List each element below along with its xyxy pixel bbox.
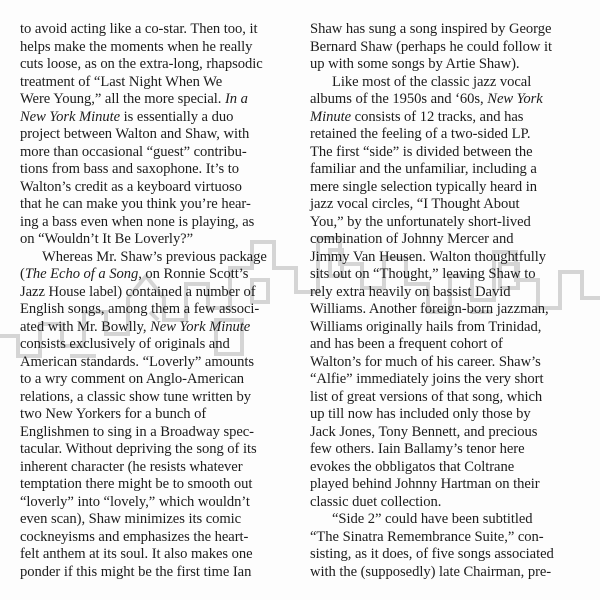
- text-line: cuts loose, as on the extra-long, rhapsodic: [20, 56, 263, 72]
- text-line: Williams originally hails from Trinidad,: [310, 318, 542, 335]
- text-line: Walton’s credit as a keyboard virtuoso: [20, 178, 242, 195]
- text-line: and has been a frequent cohort of: [310, 336, 503, 352]
- text-line: ing a bass even when none is playing, as: [20, 213, 255, 230]
- text-line: (The Echo of a Song, on Ronnie Scott’s: [20, 266, 249, 282]
- text-line: evokes the obbligatos that Coltrane: [310, 458, 515, 475]
- text-line: ated with Mr. Bowlly, New York Minute: [20, 318, 251, 335]
- text-line: even scan), Shaw minimizes its comic: [20, 511, 242, 527]
- text-line: up with some songs by Artie Shaw).: [310, 56, 520, 72]
- text-line: played behind Johnny Hartman on their: [310, 476, 540, 492]
- text-line: relations, a classic show tune written by: [20, 388, 251, 405]
- text-line: tacular. Without depriving the song of its: [20, 441, 257, 457]
- text-line: sits out on “Thought,” leaving Shaw to: [310, 266, 536, 282]
- text-line: treatment of “Last Night When We: [20, 73, 223, 90]
- text-line: Like most of the classic jazz vocal: [332, 73, 532, 90]
- text-line: “Side 2” could have been subtitled: [332, 511, 533, 527]
- text-line: helps make the moments when he really: [20, 38, 253, 55]
- text-line: The first “side” is divided between the: [310, 143, 533, 160]
- text-line: consists exclusively of originals and: [20, 336, 230, 352]
- text-line: “Alfie” immediately joins the very short: [310, 371, 544, 387]
- text-line: with the (supposedly) late Chairman, pre-: [310, 563, 552, 580]
- text-line: to avoid acting like a co-star. Then too, it: [20, 21, 258, 37]
- text-line: “loverly” into “lovely,” which wouldn’t: [20, 493, 250, 510]
- text-line: list of great versions of that song, which: [310, 388, 543, 405]
- text-line: temptation there might be to smooth out: [20, 476, 253, 492]
- text-line: New York Minute is essentially a duo: [20, 108, 234, 125]
- text-line: English songs, among them a few associ-: [20, 301, 260, 317]
- text-line: up till now has included only those by: [310, 406, 531, 422]
- text-line: Jack Jones, Tony Bennett, and precious: [310, 423, 538, 440]
- column-right: [310, 21, 588, 581]
- text-line: to a wry comment on Anglo-American: [20, 371, 245, 387]
- text-line: mere single selection typically heard in: [310, 178, 537, 195]
- text-line: two New Yorkers for a bunch of: [20, 406, 207, 422]
- text-line: “The Sinatra Remembrance Suite,” con-: [310, 528, 544, 545]
- text-line: project between Walton and Shaw, with: [20, 126, 250, 142]
- text-line: Englishmen to sing in a Broadway spec-: [20, 423, 254, 440]
- text-line: Whereas Mr. Shaw’s previous package: [42, 248, 267, 265]
- text-line: combination of Johnny Mercer and: [310, 231, 514, 247]
- text-line: albums of the 1950s and ‘60s, New York: [310, 91, 543, 107]
- text-line: more than occasional “guest” contribu-: [20, 143, 247, 160]
- text-line: few others. Iain Ballamy’s tenor here: [310, 441, 525, 457]
- text-line: ponder if this might be the first time Ian: [20, 563, 252, 580]
- text-line: that he can make you think you’re hear-: [20, 196, 251, 212]
- text-line: American standards. “Loverly” amounts: [20, 353, 255, 370]
- text-line: sisting, as it does, of five songs associated: [310, 546, 554, 562]
- text-line: familiar and the unfamiliar, including a: [310, 161, 537, 177]
- column-left: [20, 21, 298, 581]
- text-line: cockneyisms and emphasizes the heart-: [20, 528, 249, 545]
- text-line: on “Wouldn’t It Be Loverly?”: [20, 231, 194, 247]
- text-line: Jimmy Van Heusen. Walton thoughtfully: [310, 248, 547, 265]
- text-line: Were Young,” all the more special. In a: [20, 91, 248, 107]
- text-line: tions from bass and saxophone. It’s to: [20, 161, 240, 177]
- text-line: Shaw has sung a song inspired by George: [310, 21, 552, 37]
- text-line: Bernard Shaw (perhaps he could follow it: [310, 38, 552, 55]
- text-line: classic duet collection.: [310, 493, 442, 510]
- text-line: felt anthem at its soul. It also makes one: [20, 546, 253, 562]
- text-line: rely extra heavily on bassist David: [310, 283, 511, 300]
- text-line: jazz vocal circles, “I Thought About: [310, 196, 520, 212]
- text-line: retained the feeling of a two-sided LP.: [310, 126, 531, 142]
- text-line: inherent character (he resists whatever: [20, 458, 243, 475]
- text-line: Walton’s for much of his career. Shaw’s: [310, 353, 541, 370]
- text-line: Williams. Another foreign-born jazzman,: [310, 301, 549, 317]
- text-line: Jazz House label) contained a number of: [20, 283, 256, 300]
- text-line: Minute consists of 12 tracks, and has: [310, 108, 524, 125]
- text-line: You,” by the unfortunately short-lived: [310, 213, 531, 230]
